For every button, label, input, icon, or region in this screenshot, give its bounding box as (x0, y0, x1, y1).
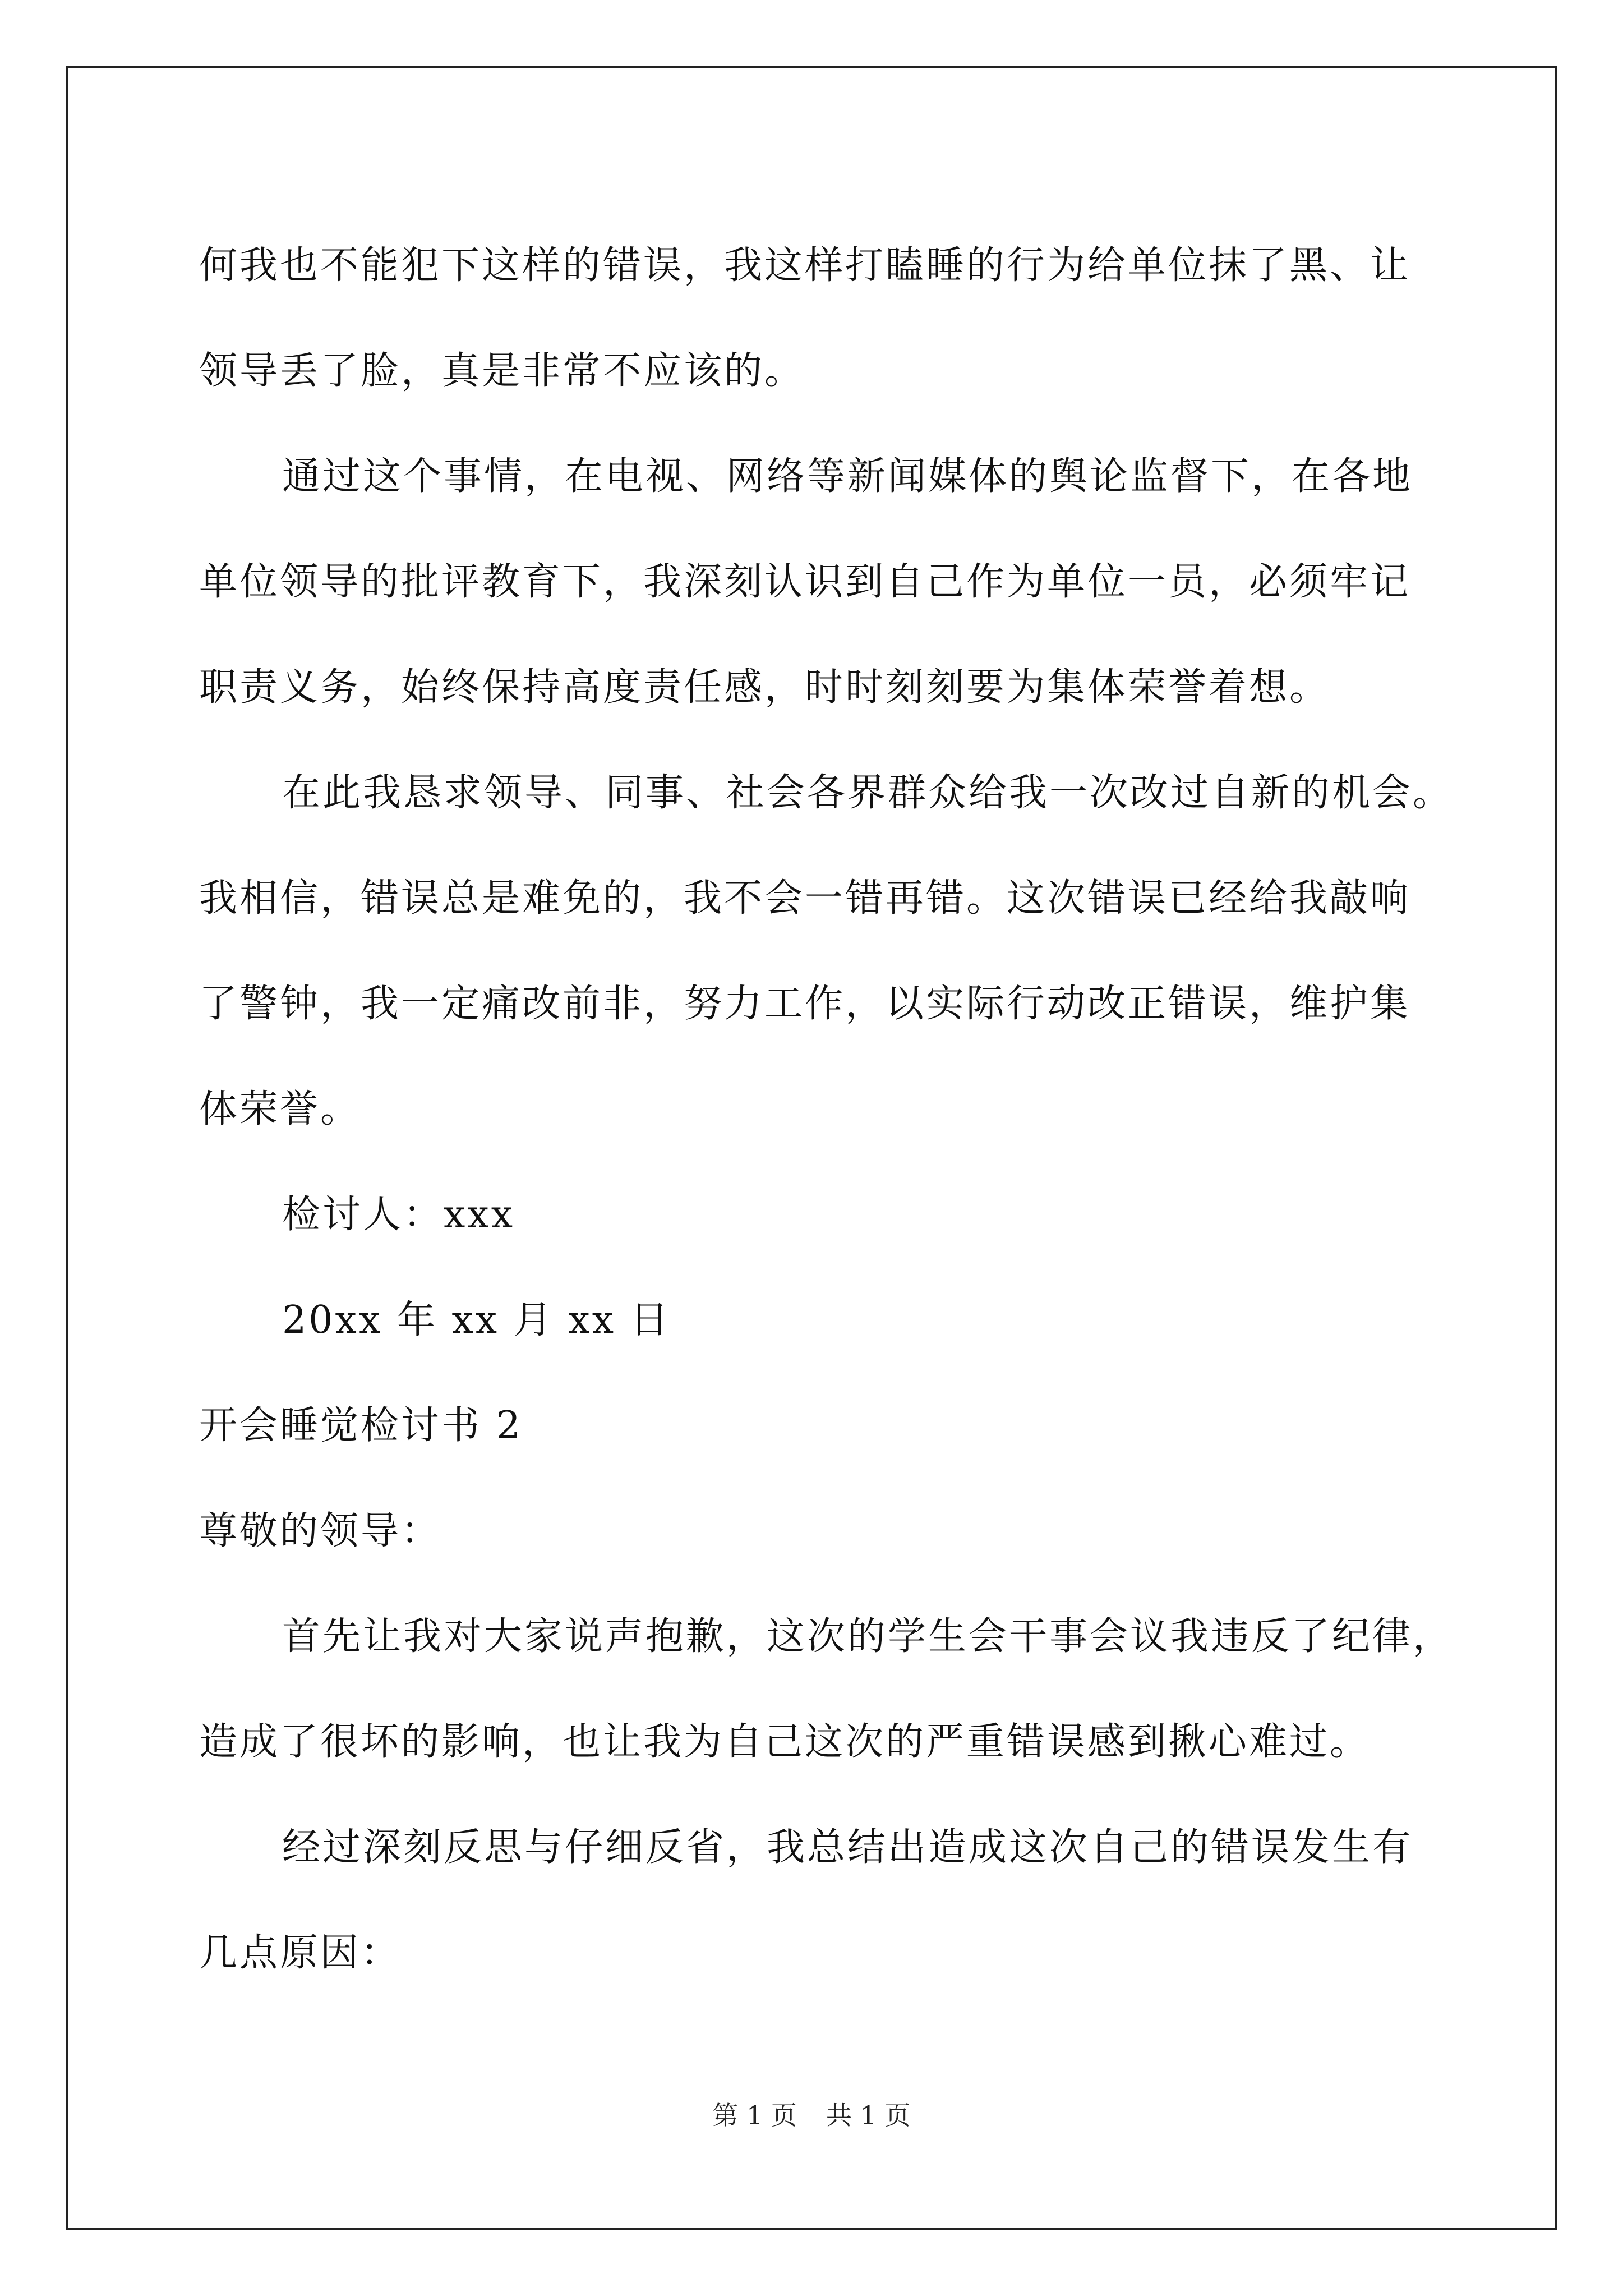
paragraph-line: 单位领导的批评教育下，我深刻认识到自己作为单位一员，必须牢记 (199, 560, 1411, 604)
document-body (199, 213, 1454, 2006)
paragraph-line: 体荣誉。 (199, 1087, 361, 1131)
paragraph-line: 通过这个事情，在电视、网络等新闻媒体的舆论监督下，在各地 (282, 454, 1413, 499)
paragraph-line: 何我也不能犯下这样的错误，我这样打瞌睡的行为给单位抹了黑、让 (199, 243, 1411, 288)
paragraph-line: 经过深刻反思与仔细反省，我总结出造成这次自己的错误发生有 (282, 1825, 1413, 1870)
section-title: 开会睡觉检讨书 2 (199, 1404, 523, 1448)
paragraph-line: 职责义务，始终保持高度责任感，时时刻刻要为集体荣誉着想。 (199, 665, 1330, 710)
paragraph-line: 我相信，错误总是难免的，我不会一错再错。这次错误已经给我敲响 (199, 876, 1411, 921)
page-footer (0, 2095, 1623, 2132)
paragraph-line: 造成了很坏的影响，也让我为自己这次的严重错误感到揪心难过。 (199, 1720, 1371, 1764)
paragraph-line: 了警钟，我一定痛改前非，努力工作，以实际行动改正错误，维护集 (199, 982, 1411, 1026)
paragraph-line: 几点原因： (199, 1931, 402, 1975)
page-total: 共 1 页 (826, 2100, 911, 2131)
page-number: 第 1 页 (712, 2100, 797, 2131)
paragraph-line: 在此我恳求领导、同事、社会各界群众给我一次改过自新的机会。 (282, 771, 1454, 815)
paragraph-line: 首先让我对大家说声抱歉，这次的学生会干事会议我违反了纪律， (282, 1614, 1454, 1659)
signature-line: 检讨人：xxx (282, 1193, 515, 1237)
paragraph-line: 领导丢了脸，真是非常不应该的。 (199, 349, 805, 393)
salutation: 尊敬的领导： (199, 1509, 442, 1553)
date-line: 20xx 年 xx 月 xx 日 (282, 1298, 671, 1342)
